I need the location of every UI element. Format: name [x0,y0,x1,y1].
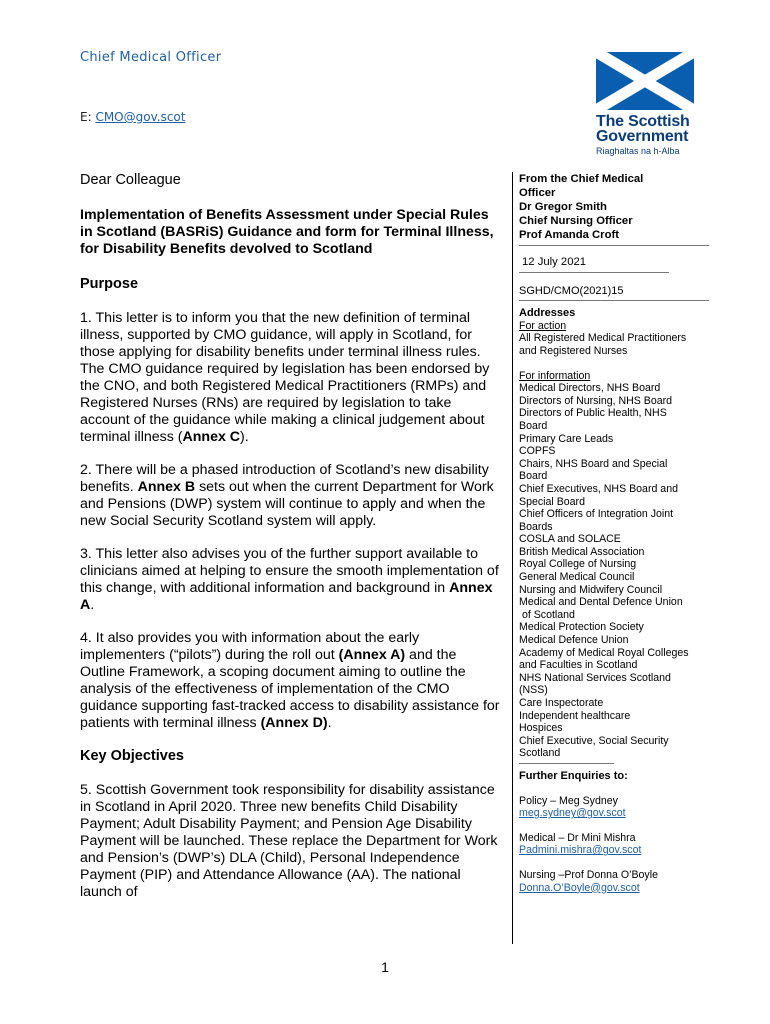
list-item: Royal College of Nursing [519,558,637,571]
office-title: Chief Medical Officer [80,50,222,65]
contact-email-link[interactable]: meg.sydney@gov.scot [519,807,626,820]
from-line: Prof Amanda Croft [519,229,620,241]
list-item: Chief Officers of Integration Joint [519,508,674,521]
p1-end: ). [240,429,249,445]
list-item: Directors of Public Health, NHS [519,407,667,420]
contact-medical [519,832,709,857]
list-item: of Scotland [519,608,575,621]
p4-annex-d: (Annex D) [260,715,328,731]
contact-role: Medical – Dr Mini Mishra [519,831,636,844]
contact-email-link[interactable]: Donna.O’Boyle@gov.scot [519,881,640,894]
list-item: General Medical Council [519,571,635,584]
divider-line [519,245,709,246]
p1-annex: Annex C [182,429,241,445]
email-line [80,110,185,124]
reference-code: SGHD/CMO(2021)15 [519,284,624,297]
list-item: NHS National Services Scotland [519,671,671,684]
salutation: Dear Colleague [80,172,181,188]
from-block [519,172,709,242]
p3-end: . [90,597,95,613]
from-line: From the Chief Medical [519,173,644,185]
contact-email-link[interactable]: Padmini.mishra@gov.scot [519,844,642,857]
p4-pre: 4. It also provides you with information about the early implementers (“pilots”) during the roll out [80,630,420,663]
for-action-label: For action [519,319,567,332]
list-item: British Medical Association [519,545,645,558]
list-item: Boards [519,520,553,533]
scottish-government-logo [596,52,696,156]
p1-text: 1. This letter is to inform you that the new definition of terminal illness, supported by CMO guidance, will apply in Scotland, for those applying for disability benefits under terminal illness rules. The CMO guidance required by legislation has been endorsed by the CNO, and both Registered Medical Practitioners (RMPs) and Registered Nurses (RNs) are required by legislation to take account of the guidance while making a clinical judgement about terminal illness ( [80,310,490,445]
list-item: and Registered Nurses [519,344,628,357]
contact-nursing [519,869,709,894]
p2-annex: Annex B [137,479,196,495]
logo-text-gaelic: Riaghaltas na h-Alba [596,146,680,156]
list-item: Board [519,419,548,432]
paragraph-4 [80,630,505,732]
list-item: Chairs, NHS Board and Special [519,457,668,470]
paragraph-2 [80,462,505,530]
paragraph-1 [80,310,505,446]
from-line: Dr Gregor Smith [519,201,607,213]
paragraph-5: 5. Scottish Government took responsibility for disability assistance in Scotland in April 2020. Three new benefits Child Disability Payment; Adult Disability Payment; and Pension Age Disability Payment will be launched. These replace the Department for Work and Pension’s (DWP’s) DLA (Child), Personal Independence Payment (PIP) and Attendance Allowance (AA). The national launch of [80,782,498,900]
p3-annex: Annex A [80,580,493,613]
from-line: Officer [519,187,556,199]
heading-key-objectives: Key Objectives [80,748,184,764]
saltire-flag-icon [596,52,694,110]
list-item: Independent healthcare [519,709,631,722]
for-action-list [519,332,709,357]
for-information-list [519,382,709,760]
heading-purpose: Purpose [80,276,139,292]
divider-line [519,272,669,273]
p2-pre: 2. There will be a phased introduction of Scotland’s new disability benefits. [80,462,489,495]
list-item: All Registered Medical Practitioners [519,332,687,345]
column-divider [512,172,513,944]
contact-role: Policy – Meg Sydney [519,794,618,807]
letter-date: 12 July 2021 [522,256,587,268]
list-item: COPFS [519,445,556,458]
email-prefix: E: [80,110,92,124]
list-item: (NSS) [519,684,548,697]
paragraph-3 [80,546,505,614]
list-item: Medical and Dental Defence Union [519,596,683,609]
divider-line [519,300,709,301]
logo-text-line2: Government [596,128,689,145]
page-number: 1 [381,959,389,975]
list-item: Medical Directors, NHS Board [519,382,661,395]
list-item: Board [519,470,548,483]
list-item: Care Inspectorate [519,697,604,709]
divider-line [519,763,614,764]
list-item: Scotland [519,747,561,760]
contact-role: Nursing –Prof Donna O’Boyle [519,868,658,881]
cmo-email-link[interactable]: CMO@gov.scot [95,110,186,124]
logo-text-line1: The Scottish [596,113,690,130]
p4-end: . [327,715,332,731]
list-item: COSLA and SOLACE [519,533,621,546]
list-item: and Faculties in Scotland [519,659,638,672]
addresses-heading: Addresses [519,307,576,320]
list-item: Chief Executive, Social Security [519,734,669,747]
further-enquiries-heading: Further Enquiries to: [519,769,628,782]
list-item: Directors of Nursing, NHS Board [519,394,673,407]
sidebar [519,172,709,894]
list-item: Nursing and Midwifery Council [519,583,663,596]
list-item: Primary Care Leads [519,432,614,445]
p4-mid: and the Outline Framework, a scoping document aiming to outline the analysis of the effectiveness of implementation of the CMO guidance supporting fast-tracked access to disability assistance for patients with terminal illness [80,647,500,731]
letter-subject: Implementation of Benefits Assessment under Special Rules in Scotland (BASRiS) Guidance and form for Terminal Illness, for Disability Benefits devolved to Scotland [80,207,494,257]
list-item: Special Board [519,495,585,508]
from-line: Chief Nursing Officer [519,215,633,227]
list-item: Medical Protection Society [519,621,644,634]
p2-text: sets out when the current Department for Work and Pensions (DWP) system will continue to apply and when the new Social Security Scotland system will apply. [80,479,494,529]
contact-policy [519,795,709,820]
letter-body [80,172,505,917]
list-item: Hospices [519,722,563,735]
list-item: Medical Defence Union [519,634,629,647]
list-item: Chief Executives, NHS Board and [519,482,678,495]
for-information-label: For information [519,369,591,382]
list-item: Academy of Medical Royal Colleges [519,646,689,659]
p4-annex-a: (Annex A) [338,647,406,663]
p3-text: 3. This letter also advises you of the further support available to clinicians aimed at helping to ensure the smooth implementation of this change, with additional information and background in [80,546,499,596]
